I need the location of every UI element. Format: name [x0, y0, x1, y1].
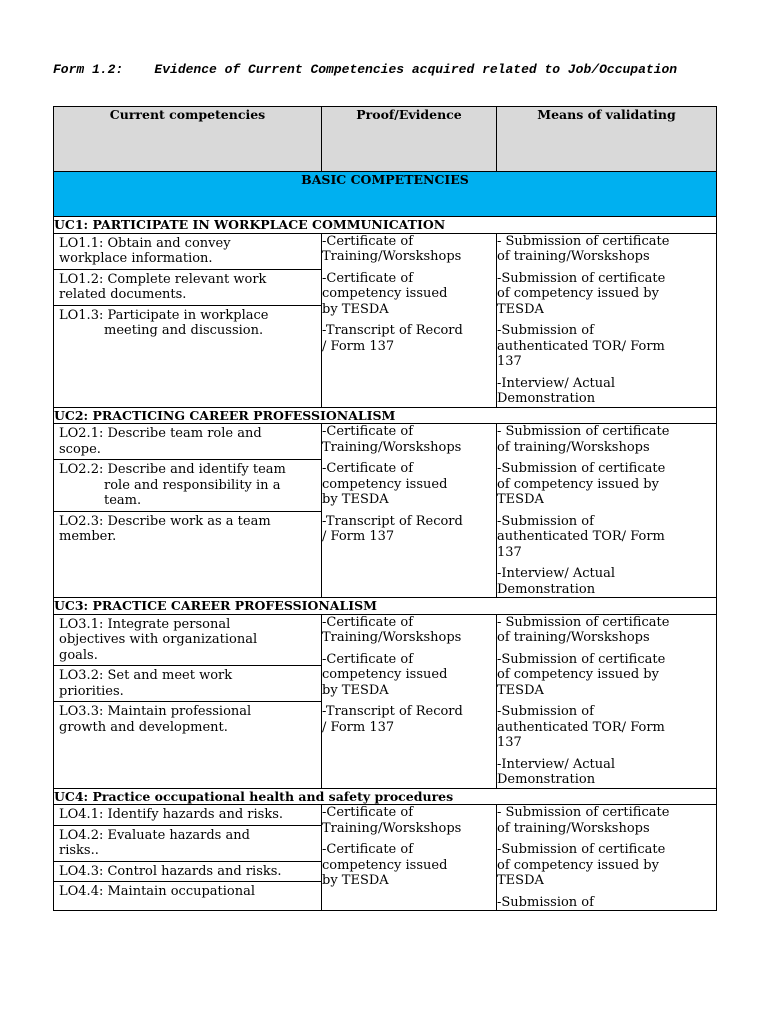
means-line: TESDA — [497, 682, 544, 698]
unit-content-row — [54, 233, 717, 407]
means-line: of competency issued by — [497, 476, 659, 492]
learning-outcome — [54, 615, 321, 667]
means-line: TESDA — [497, 301, 544, 317]
proof-line: / Form 137 — [322, 529, 395, 544]
means-line: authenticated TOR/ Form — [497, 338, 665, 354]
proof-line: competency issued — [322, 857, 448, 873]
means-line: -Submission of — [497, 513, 594, 529]
means-item — [497, 566, 716, 597]
learning-outcome — [54, 826, 321, 862]
learning-outcomes-cell — [54, 614, 322, 788]
learning-outcome-line: priorities. — [59, 683, 124, 699]
learning-outcome — [54, 306, 321, 341]
proof-evidence-cell — [322, 614, 497, 788]
learning-outcome-line: LO4.2: Evaluate hazards and — [59, 827, 250, 843]
means-line: of training/Worskshops — [497, 630, 650, 645]
proof-item — [322, 652, 496, 699]
learning-outcome — [54, 666, 321, 702]
unit-heading-row — [54, 217, 717, 234]
proof-line: Training/Worskshops — [322, 630, 462, 645]
learning-outcome — [54, 805, 321, 826]
learning-outcome-line: scope. — [59, 441, 101, 457]
learning-outcome-line: meeting and discussion. — [104, 323, 264, 338]
learning-outcome-line: growth and development. — [59, 719, 228, 735]
basic-competencies-label: BASIC COMPETENCIES — [54, 172, 717, 217]
means-item — [497, 895, 716, 911]
means-line: -Submission of certificate — [497, 651, 666, 667]
means-line: of competency issued by — [497, 667, 659, 682]
learning-outcome-line: LO2.2: Describe and identify team — [59, 462, 286, 477]
means-of-validating-cell — [497, 614, 717, 788]
means-line: authenticated TOR/ Form — [497, 719, 665, 735]
header-row — [54, 107, 717, 172]
learning-outcome-line: related documents. — [59, 287, 187, 302]
learning-outcome-line: LO1.2: Complete relevant work — [59, 271, 267, 287]
proof-line: -Certificate of — [322, 842, 414, 857]
proof-line: by TESDA — [322, 301, 389, 317]
proof-line: -Transcript of Record — [322, 323, 463, 338]
means-item — [497, 842, 716, 889]
proof-item — [322, 615, 496, 646]
means-line: - Submission of certificate — [497, 233, 670, 249]
means-item — [497, 615, 716, 646]
means-line: Demonstration — [497, 772, 596, 787]
means-item — [497, 461, 716, 508]
means-line: of training/Worskshops — [497, 820, 650, 836]
learning-outcome-line: team. — [104, 493, 142, 508]
proof-line: -Certificate of — [322, 651, 414, 667]
learning-outcome — [54, 234, 321, 270]
learning-outcomes-cell — [54, 424, 322, 598]
means-line: -Interview/ Actual — [497, 566, 616, 581]
proof-line: Training/Worskshops — [322, 439, 462, 455]
means-of-validating-cell — [497, 805, 717, 911]
means-item — [497, 234, 716, 265]
means-line: - Submission of certificate — [497, 614, 670, 630]
proof-item — [322, 842, 496, 889]
means-line: of competency issued by — [497, 857, 659, 873]
learning-outcome — [54, 882, 321, 902]
learning-outcome-line: LO3.3: Maintain professional — [59, 704, 252, 719]
basic-competencies-band — [54, 172, 717, 217]
learning-outcome — [54, 512, 321, 547]
learning-outcome-line: LO3.2: Set and meet work — [59, 668, 233, 683]
unit-heading-row — [54, 598, 717, 615]
proof-evidence-cell — [322, 805, 497, 911]
learning-outcome — [54, 460, 321, 512]
learning-outcome — [54, 424, 321, 460]
learning-outcome-line: LO4.3: Control hazards and risks. — [59, 863, 282, 879]
means-line: -Submission of — [497, 704, 594, 719]
proof-line: -Transcript of Record — [322, 513, 463, 529]
proof-item — [322, 424, 496, 455]
means-item — [497, 652, 716, 699]
means-item — [497, 757, 716, 788]
proof-line: -Certificate of — [322, 461, 414, 476]
learning-outcomes-cell — [54, 233, 322, 407]
proof-line: competency issued — [322, 667, 448, 682]
unit-content-row — [54, 614, 717, 788]
learning-outcome-line: workplace information. — [59, 251, 213, 266]
means-line: 137 — [497, 544, 522, 560]
means-line: -Submission of — [497, 323, 594, 338]
means-of-validating-cell — [497, 424, 717, 598]
means-line: of training/Worskshops — [497, 249, 650, 264]
learning-outcomes-cell — [54, 805, 322, 911]
learning-outcome-line: LO4.1: Identify hazards and risks. — [59, 807, 284, 822]
learning-outcome-line: risks.. — [59, 843, 99, 858]
means-line: authenticated TOR/ Form — [497, 529, 665, 544]
learning-outcome — [54, 862, 321, 883]
proof-line: Training/Worskshops — [322, 820, 462, 836]
means-line: -Submission of — [497, 894, 594, 910]
learning-outcome-line: objectives with organizational — [59, 632, 258, 647]
proof-evidence-cell — [322, 424, 497, 598]
means-line: 137 — [497, 735, 522, 750]
proof-line: by TESDA — [322, 492, 389, 507]
learning-outcome-line: LO2.3: Describe work as a team — [59, 513, 271, 529]
means-line: of training/Worskshops — [497, 439, 650, 455]
proof-item — [322, 461, 496, 508]
unit-content-row — [54, 805, 717, 911]
proof-line: -Certificate of — [322, 270, 414, 286]
unit-content-row — [54, 424, 717, 598]
proof-line: / Form 137 — [322, 338, 395, 354]
means-line: - Submission of certificate — [497, 805, 670, 820]
proof-item — [322, 323, 496, 354]
learning-outcome-line: role and responsibility in a — [104, 477, 281, 493]
learning-outcome-line: goals. — [59, 647, 98, 663]
learning-outcome-line: LO1.1: Obtain and convey — [59, 235, 231, 251]
means-line: TESDA — [497, 873, 544, 888]
learning-outcome-line: LO3.1: Integrate personal — [59, 616, 231, 632]
means-line: Demonstration — [497, 581, 596, 597]
proof-line: Training/Worskshops — [322, 249, 462, 264]
proof-line: by TESDA — [322, 682, 389, 698]
means-line: TESDA — [497, 492, 544, 507]
proof-item — [322, 234, 496, 265]
means-item — [497, 805, 716, 836]
form-title: Form 1.2: Evidence of Current Competencies acquired related to Job/Occupation — [53, 62, 678, 77]
means-item — [497, 323, 716, 370]
unit-heading-row — [54, 407, 717, 424]
learning-outcome-line: member. — [59, 529, 117, 544]
means-item — [497, 424, 716, 455]
proof-line: -Certificate of — [322, 614, 414, 630]
means-item — [497, 514, 716, 561]
means-of-validating-cell — [497, 233, 717, 407]
proof-line: competency issued — [322, 476, 448, 492]
means-line: -Interview/ Actual — [497, 375, 616, 391]
unit-heading-uc2: UC2: PRACTICING CAREER PROFESSIONALISM — [54, 407, 717, 424]
means-line: -Submission of certificate — [497, 842, 666, 857]
competencies-table — [53, 106, 717, 911]
learning-outcome-line: LO2.1: Describe team role and — [59, 426, 262, 441]
means-line: - Submission of certificate — [497, 424, 670, 439]
means-line: -Submission of certificate — [497, 270, 666, 286]
proof-item — [322, 805, 496, 836]
proof-item — [322, 704, 496, 735]
means-line: Demonstration — [497, 391, 596, 406]
header-current-competencies: Current competencies — [54, 107, 322, 172]
means-line: -Interview/ Actual — [497, 756, 616, 772]
unit-heading-row — [54, 788, 717, 805]
learning-outcome-line: LO1.3: Participate in workplace — [59, 307, 269, 323]
proof-evidence-cell — [322, 233, 497, 407]
header-proof-evidence: Proof/Evidence — [322, 107, 497, 172]
means-line: of competency issued by — [497, 286, 659, 301]
learning-outcome — [54, 702, 321, 737]
proof-line: / Form 137 — [322, 719, 395, 735]
proof-item — [322, 271, 496, 318]
means-line: 137 — [497, 354, 522, 369]
learning-outcome — [54, 270, 321, 306]
means-item — [497, 376, 716, 407]
proof-line: -Transcript of Record — [322, 704, 463, 719]
proof-line: -Certificate of — [322, 233, 414, 249]
means-item — [497, 704, 716, 751]
proof-item — [322, 514, 496, 545]
learning-outcome-line: LO4.4: Maintain occupational — [59, 884, 256, 899]
proof-line: competency issued — [322, 286, 448, 301]
proof-line: -Certificate of — [322, 424, 414, 439]
means-line: -Submission of certificate — [497, 461, 666, 476]
unit-heading-uc4: UC4: Practice occupational health and safety procedures — [54, 788, 717, 805]
means-item — [497, 271, 716, 318]
proof-line: -Certificate of — [322, 805, 414, 820]
header-means-of-validating: Means of validating — [497, 107, 717, 172]
unit-heading-uc1: UC1: PARTICIPATE IN WORKPLACE COMMUNICATION — [54, 217, 717, 234]
unit-heading-uc3: UC3: PRACTICE CAREER PROFESSIONALISM — [54, 598, 717, 615]
proof-line: by TESDA — [322, 873, 389, 888]
